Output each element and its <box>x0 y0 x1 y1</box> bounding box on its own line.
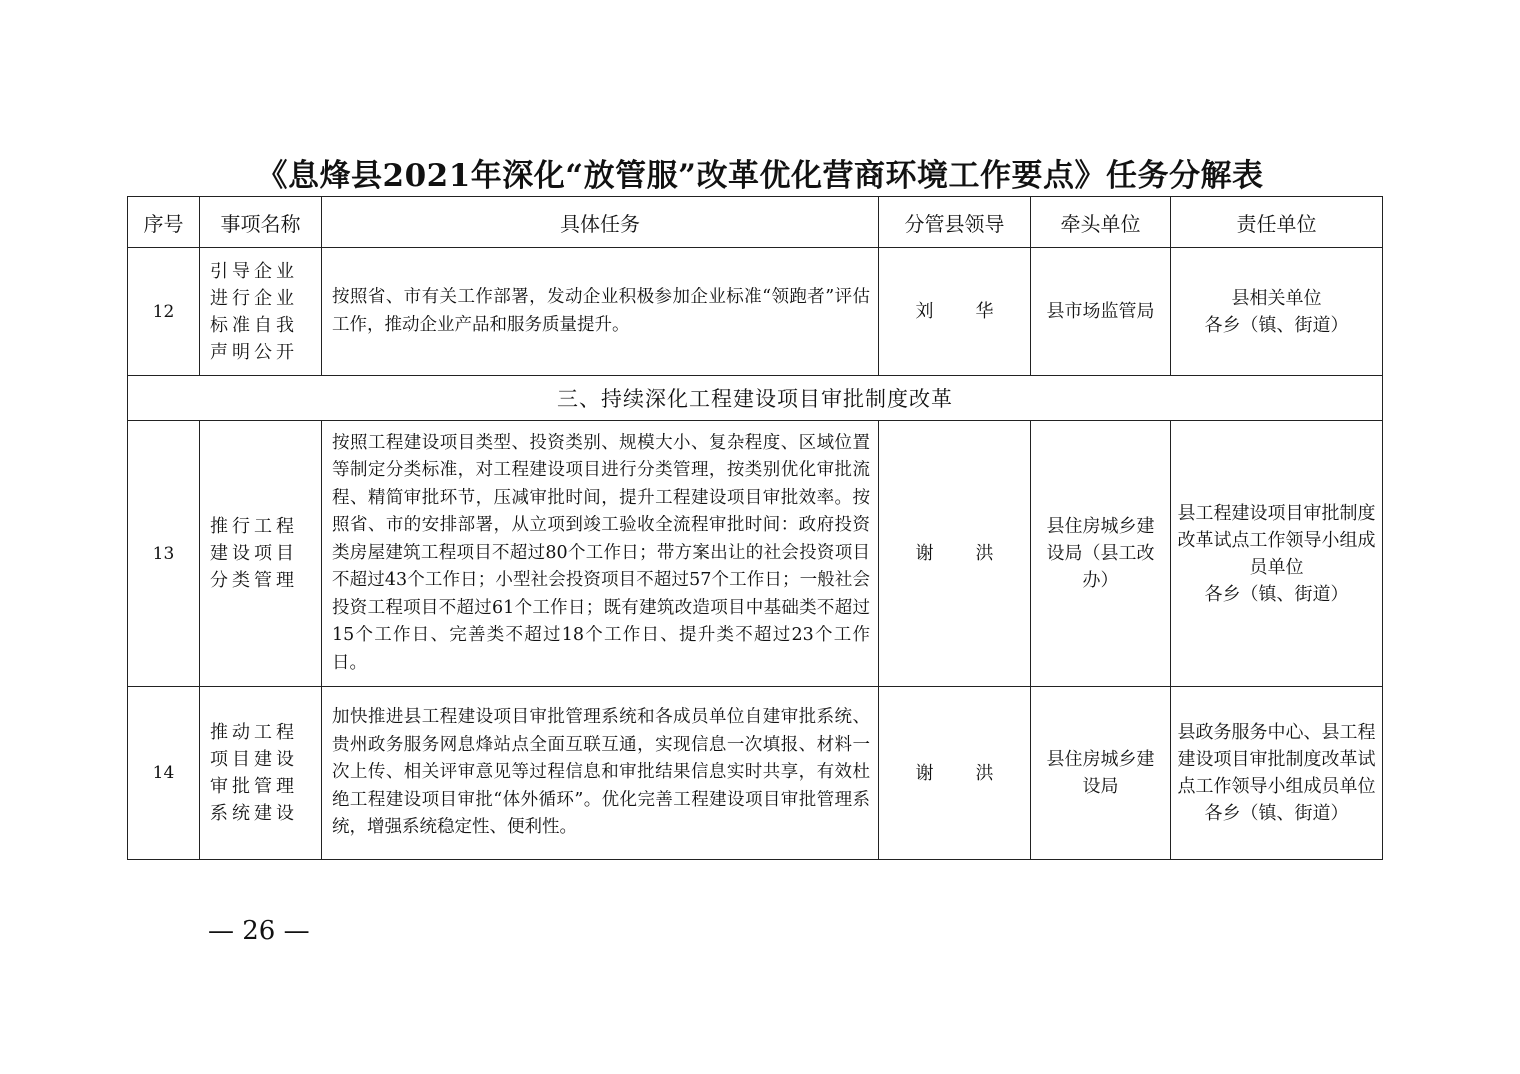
county-leader <box>879 248 1031 376</box>
item-name: 引导企业进行企业标准自我声明公开 <box>200 248 322 376</box>
table-header-row <box>128 197 1383 248</box>
task-description: 加快推进县工程建设项目审批管理系统和各成员单位自建审批系统、贵州政务服务网息烽站点全面互联互通，实现信息一次填报、材料一次上传、相关评审意见等过程信息和审批结果信息实时共享，有效杜绝工程建设项目审批“体外循环”。优化完善工程建设项目审批管理系统，增强系统稳定性、便利性。 <box>322 687 879 860</box>
task-description: 按照工程建设项目类型、投资类别、规模大小、复杂程度、区域位置等制定分类标准，对工程建设项目进行分类管理，按类别优化审批流程、精简审批环节，压减审批时间，提升工程建设项目审批效率。按照省、市的安排部署，从立项到竣工验收全流程审批时间：政府投资类房屋建筑工程项目不超过80个工作日；带方案出让的社会投资项目不超过43个工作日；小型社会投资项目不超过57个工作日；一般社会投资工程项目不超过61个工作日；既有建筑改造项目中基础类不超过15个工作日、完善类不超过18个工作日、提升类不超过23个工作日。 <box>322 421 879 687</box>
header-leader: 分管县领导 <box>879 197 1031 248</box>
responsible-unit: 各乡（镇、街道） <box>1204 583 1349 605</box>
section-heading: 三、持续深化工程建设项目审批制度改革 <box>128 376 1383 421</box>
county-leader-name: 谢 洪 <box>915 543 1006 564</box>
responsible-unit: 各乡（镇、街道） <box>1204 803 1349 824</box>
lead-unit: 县住房城乡建设局 <box>1031 687 1171 860</box>
responsible-unit: 各乡（镇、街道） <box>1204 314 1349 336</box>
responsible-unit: 县政务服务中心、县工程建设项目审批制度改革试点工作领导小组成员单位 <box>1177 722 1376 797</box>
responsible-unit: 县相关单位 <box>1231 287 1322 309</box>
lead-unit: 县住房城乡建设局（县工改办） <box>1031 421 1171 687</box>
county-leader-name: 谢 洪 <box>915 762 1006 784</box>
row-number: 13 <box>128 421 200 687</box>
item-name: 推动工程项目建设审批管理系统建设 <box>200 687 322 860</box>
task-table <box>127 196 1383 860</box>
section-row <box>128 376 1383 421</box>
row-number: 12 <box>128 248 200 376</box>
table-row <box>128 687 1383 860</box>
header-task: 具体任务 <box>322 197 879 248</box>
table-row <box>128 421 1383 687</box>
page-number: — 26 — <box>208 916 310 946</box>
header-lead-unit: 牵头单位 <box>1031 197 1171 248</box>
responsible-unit: 县工程建设项目审批制度改革试点工作领导小组成员单位 <box>1177 502 1376 578</box>
document-title: 《息烽县2021年深化“放管服”改革优化营商环境工作要点》任务分解表 <box>256 158 1264 194</box>
header-responsible: 责任单位 <box>1171 197 1383 248</box>
responsible-units <box>1171 248 1383 376</box>
header-num: 序号 <box>128 197 200 248</box>
county-leader-name: 刘 华 <box>915 301 1006 322</box>
task-description: 按照省、市有关工作部署，发动企业积极参加企业标准“领跑者”评估工作，推动企业产品和服务质量提升。 <box>322 248 879 376</box>
lead-unit: 县市场监管局 <box>1031 248 1171 376</box>
header-name: 事项名称 <box>200 197 322 248</box>
item-name: 推行工程建设项目分类管理 <box>200 421 322 687</box>
responsible-units <box>1171 421 1383 687</box>
table-row <box>128 248 1383 376</box>
responsible-units <box>1171 687 1383 860</box>
row-number: 14 <box>128 687 200 860</box>
county-leader <box>879 421 1031 687</box>
county-leader <box>879 687 1031 860</box>
